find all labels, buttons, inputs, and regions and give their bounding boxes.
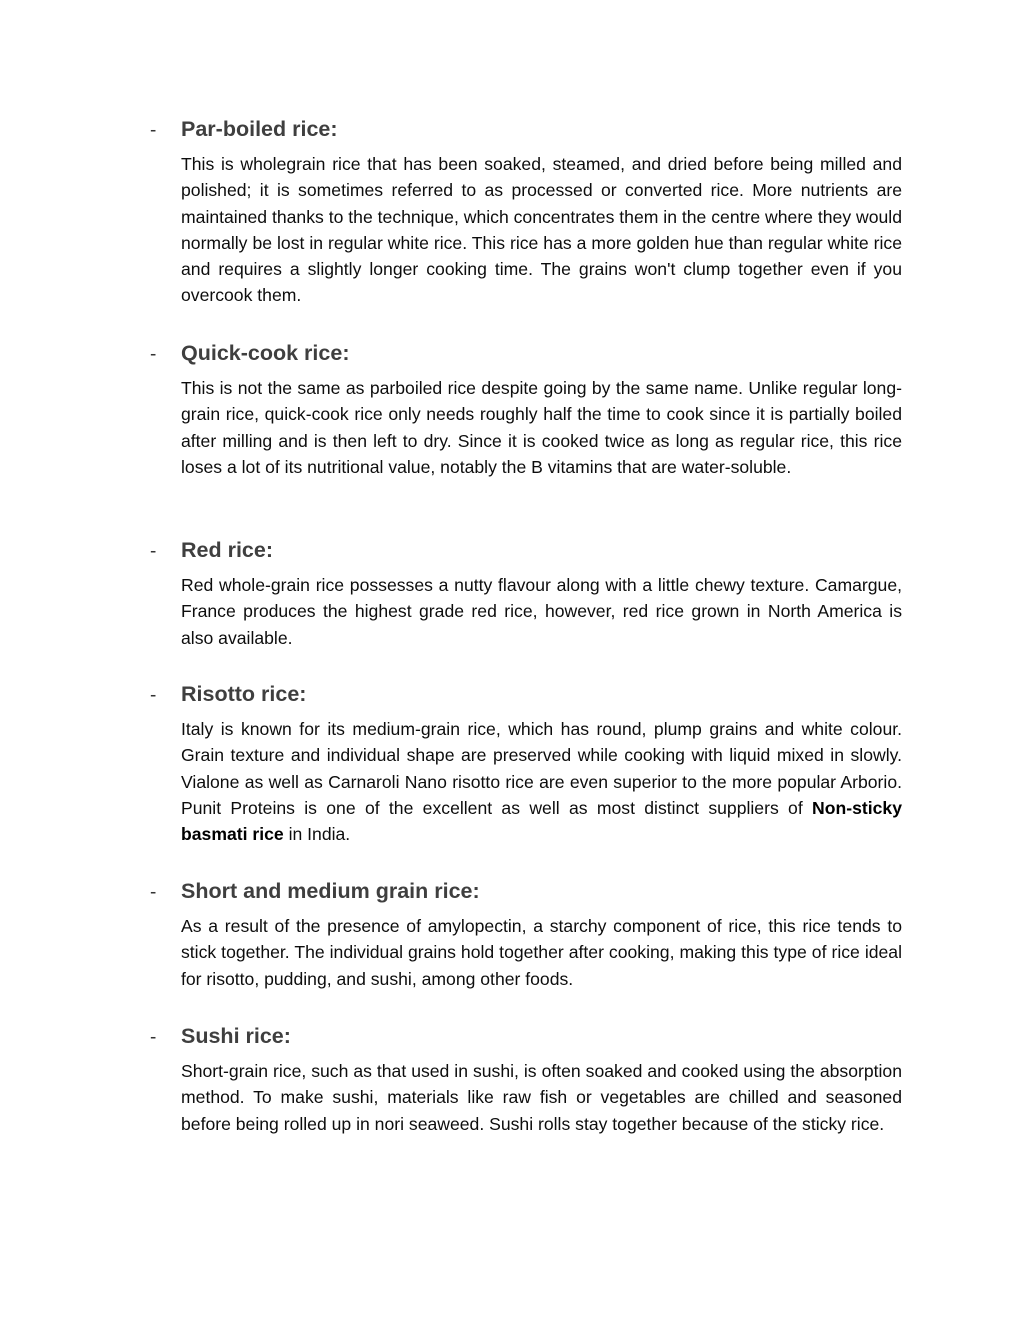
section-heading-row xyxy=(150,538,910,572)
section-body: Red whole-grain rice possesses a nutty flavour along with a little chewy texture. Camargue, France produces the highest grade red rice, however, red rice grown in North America is also available. xyxy=(181,575,902,648)
bold-link-text: Non-sticky basmati rice xyxy=(181,797,902,845)
section-body xyxy=(181,716,902,847)
section-body: This is not the same as parboiled rice despite going by the same name. Unlike regular long-grain rice, quick-cook rice only needs roughly half the time to cook since it is partially boiled after milling and is then left to dry. Since it is cooked twice as long as regular rice, this rice loses a lot of its nutritional value, notably the B vitamins that are water-soluble. xyxy=(181,378,902,477)
section-heading-row xyxy=(150,117,910,151)
section-heading: Risotto rice: xyxy=(181,682,307,706)
section-heading: Par-boiled rice: xyxy=(181,117,338,141)
body-text: Italy is known for its medium-grain rice, which has round, plump grains and white colour. Grain texture and individual shape are preserved while cooking with liquid mixed in slowly. Vialone as well as Carnaroli Nano risotto rice are even superior to the more popular Arborio. Punit Proteins is one of the excellent as well as most distinct suppliers of xyxy=(181,719,902,818)
section-heading-row xyxy=(150,682,910,716)
bullet-dash: - xyxy=(150,120,157,141)
section-sushi-rice xyxy=(150,1024,910,1137)
bullet-dash: - xyxy=(150,1027,157,1048)
section-quick-cook-rice xyxy=(150,341,910,480)
section-short-medium-grain-rice xyxy=(150,879,910,992)
section-risotto-rice xyxy=(150,682,910,847)
section-red-rice xyxy=(150,538,910,651)
section-heading-row xyxy=(150,341,910,375)
section-heading: Short and medium grain rice: xyxy=(181,879,480,903)
section-body: Short-grain rice, such as that used in sushi, is often soaked and cooked using the absorption method. To make sushi, materials like raw fish or vegetables are chilled and seasoned before being rolled up in nori seaweed. Sushi rolls stay together because of the sticky rice. xyxy=(181,1061,902,1134)
bullet-dash: - xyxy=(150,685,157,706)
section-heading: Quick-cook rice: xyxy=(181,341,350,365)
section-heading: Sushi rice: xyxy=(181,1024,291,1048)
section-par-boiled-rice xyxy=(150,117,910,309)
section-heading-row xyxy=(150,879,910,913)
body-text-end: in India. xyxy=(283,824,351,845)
bullet-dash: - xyxy=(150,344,157,365)
bullet-dash: - xyxy=(150,541,157,562)
section-body: This is wholegrain rice that has been soaked, steamed, and dried before being milled and polished; it is sometimes referred to as processed or converted rice. More nutrients are maintained thanks to the technique, which concentrates them in the centre where they would normally be lost in regular white rice. This rice has a more golden hue than regular white rice and requires a slightly longer cooking time. The grains won't clump together even if you overcook them. xyxy=(181,154,902,306)
bullet-dash: - xyxy=(150,882,157,903)
section-body: As a result of the presence of amylopectin, a starchy component of rice, this rice tends to stick together. The individual grains hold together after cooking, making this type of rice ideal for risotto, pudding, and sushi, among other foods. xyxy=(181,916,902,989)
section-heading: Red rice: xyxy=(181,538,274,562)
section-heading-row xyxy=(150,1024,910,1058)
